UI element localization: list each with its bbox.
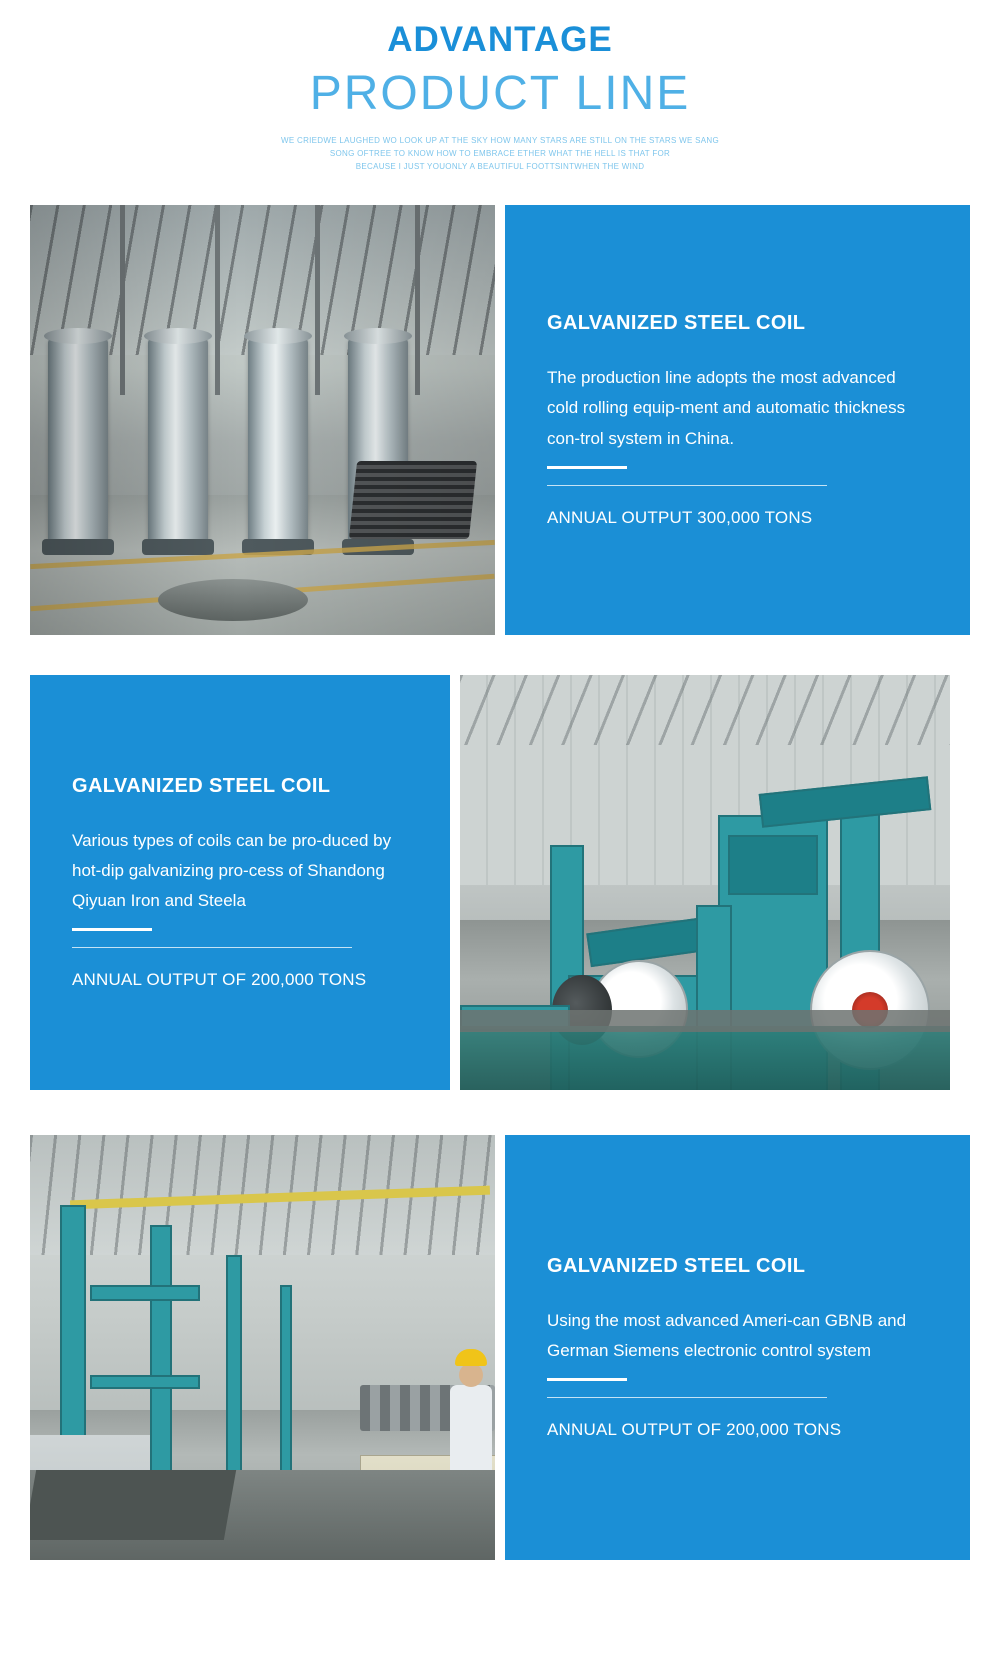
section-2-title: GALVANIZED STEEL COIL	[72, 774, 331, 797]
section-1-photo	[30, 205, 495, 635]
section-1-title: GALVANIZED STEEL COIL	[547, 312, 806, 335]
section-3-accent-rule	[547, 1378, 627, 1381]
section-3-photo	[30, 1135, 495, 1560]
section-2-accent-rule	[72, 928, 152, 931]
section-1-accent-rule	[547, 466, 627, 469]
section-3-divider	[547, 1397, 827, 1398]
header-tagline	[0, 134, 1000, 174]
section-1-text-panel	[505, 205, 970, 635]
tagline-line-1: WE CRIEDWE LAUGHED WO LOOK UP AT THE SKY HOW MANY STARS ARE STILL ON THE STARS WE SANG	[280, 135, 720, 145]
section-2-text-panel	[30, 675, 450, 1090]
section-2-footer: ANNUAL OUTPUT OF 200,000 TONS	[72, 970, 367, 990]
tagline-line-3: BECAUSE I JUST YOUONLY A BEAUTIFUL FOOTTSINTWHEN THE WIND	[355, 162, 645, 172]
section-3-text-panel	[505, 1135, 970, 1560]
page-subtitle: PRODUCT LINE	[309, 66, 691, 120]
tagline-line-2: SONG OFTREE TO KNOW HOW TO EMBRACE ETHER WHAT THE HELL IS THAT FOR	[329, 148, 671, 158]
section-2-photo	[460, 675, 950, 1090]
page-title: ADVANTAGE	[387, 20, 613, 59]
section-3-title: GALVANIZED STEEL COIL	[547, 1254, 806, 1277]
page-header	[0, 0, 1000, 173]
section-1	[30, 205, 970, 635]
section-3	[30, 1135, 970, 1560]
section-2	[30, 675, 970, 1090]
section-1-body: The production line adopts the most advanced cold rolling equip-ment and automatic thickness con-trol system in China.	[547, 368, 906, 448]
section-2-divider	[72, 947, 352, 948]
section-1-divider	[547, 485, 827, 486]
section-3-body: Using the most advanced Ameri-can GBNB and German Siemens electronic control system	[547, 1310, 907, 1360]
section-3-footer: ANNUAL OUTPUT OF 200,000 TONS	[547, 1420, 842, 1440]
section-1-footer: ANNUAL OUTPUT 300,000 TONS	[547, 507, 813, 527]
section-2-body: Various types of coils can be pro-duced by hot-dip galvanizing pro-cess of Shandong Qiyuan Iron and Steela	[72, 830, 392, 911]
